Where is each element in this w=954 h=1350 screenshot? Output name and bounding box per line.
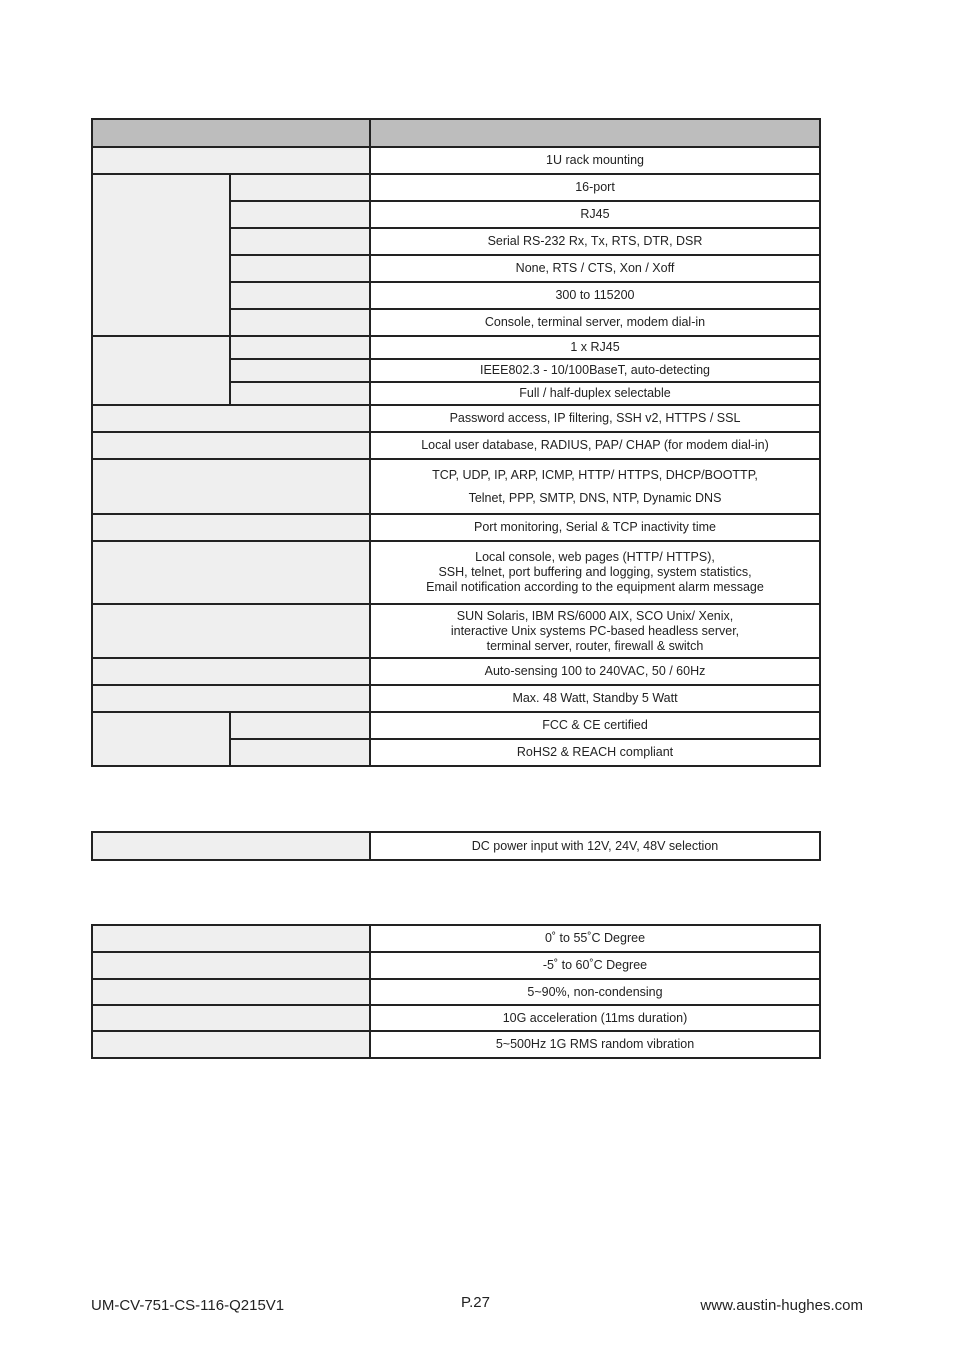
spec-table [91, 118, 821, 767]
shock-value: 10G acceleration (11ms duration) [370, 1005, 820, 1031]
baud-rate-value: 300 to 115200 [370, 282, 820, 309]
option-table [91, 831, 821, 861]
table-row [92, 685, 820, 712]
table-row [92, 1005, 820, 1031]
table-row [92, 1031, 820, 1058]
table-row [92, 459, 820, 514]
serial-mode-value: Console, terminal server, modem dial-in [370, 309, 820, 336]
power-input-value: Auto-sensing 100 to 240VAC, 50 / 60Hz [370, 658, 820, 685]
operating-temp-value: 0˚ to 55˚C Degree [370, 925, 820, 952]
footer-doc-code: UM-CV-751-CS-116-Q215V1 [91, 1297, 285, 1314]
serial-ports-value: 16-port [370, 174, 820, 201]
table-row [92, 174, 820, 201]
signals-value: Serial RS-232 Rx, Tx, RTS, DTR, DSR [370, 228, 820, 255]
mounting-value: 1U rack mounting [370, 147, 820, 174]
storage-temp-value: -5˚ to 60˚C Degree [370, 952, 820, 979]
authentication-value: Local user database, RADIUS, PAP/ CHAP (for modem dial-in) [370, 432, 820, 459]
table-row [92, 832, 820, 860]
table-row [92, 405, 820, 432]
lan-standard-value: IEEE802.3 - 10/100BaseT, auto-detecting [370, 359, 820, 382]
humidity-value: 5~90%, non-condensing [370, 979, 820, 1005]
lan-duplex-value: Full / half-duplex selectable [370, 382, 820, 405]
header-cell-label [92, 119, 370, 147]
table-row [92, 979, 820, 1005]
table-row [92, 147, 820, 174]
security-value: Password access, IP filtering, SSH v2, HTTPS / SSL [370, 405, 820, 432]
power-consumption-value: Max. 48 Watt, Standby 5 Watt [370, 685, 820, 712]
cert-rohs-value: RoHS2 & REACH compliant [370, 739, 820, 766]
compatibility-value: SUN Solaris, IBM RS/6000 AIX, SCO Unix/ Xenix, interactive Unix systems PC-based headless server, terminal server, router, firewall & switch [370, 604, 820, 658]
monitoring-value: Port monitoring, Serial & TCP inactivity time [370, 514, 820, 541]
table-row [92, 712, 820, 739]
table-row [92, 541, 820, 604]
table-row [92, 952, 820, 979]
management-value: Local console, web pages (HTTP/ HTTPS), SSH, telnet, port buffering and logging, system statistics, Email notification according to the equipment alarm message [370, 541, 820, 604]
table-row [92, 604, 820, 658]
vibration-value: 5~500Hz 1G RMS random vibration [370, 1031, 820, 1058]
table-row [92, 432, 820, 459]
cert-fcc-value: FCC & CE certified [370, 712, 820, 739]
table-header-row [92, 119, 820, 147]
protocols-value: TCP, UDP, IP, ARP, ICMP, HTTP/ HTTPS, DHCP/BOOTTP, Telnet, PPP, SMTP, DNS, NTP, Dynamic DNS [370, 459, 820, 514]
header-cell-value [370, 119, 820, 147]
table-row [92, 514, 820, 541]
environment-table [91, 924, 821, 1059]
lan-port-value: 1 x RJ45 [370, 336, 820, 359]
connector-value: RJ45 [370, 201, 820, 228]
table-row [92, 658, 820, 685]
footer-page-number: P.27 [461, 1294, 490, 1311]
flow-control-value: None, RTS / CTS, Xon / Xoff [370, 255, 820, 282]
table-row [92, 925, 820, 952]
footer-website-link[interactable]: www.austin-hughes.com [700, 1297, 863, 1314]
dc-power-value: DC power input with 12V, 24V, 48V selection [370, 832, 820, 860]
table-row [92, 336, 820, 359]
